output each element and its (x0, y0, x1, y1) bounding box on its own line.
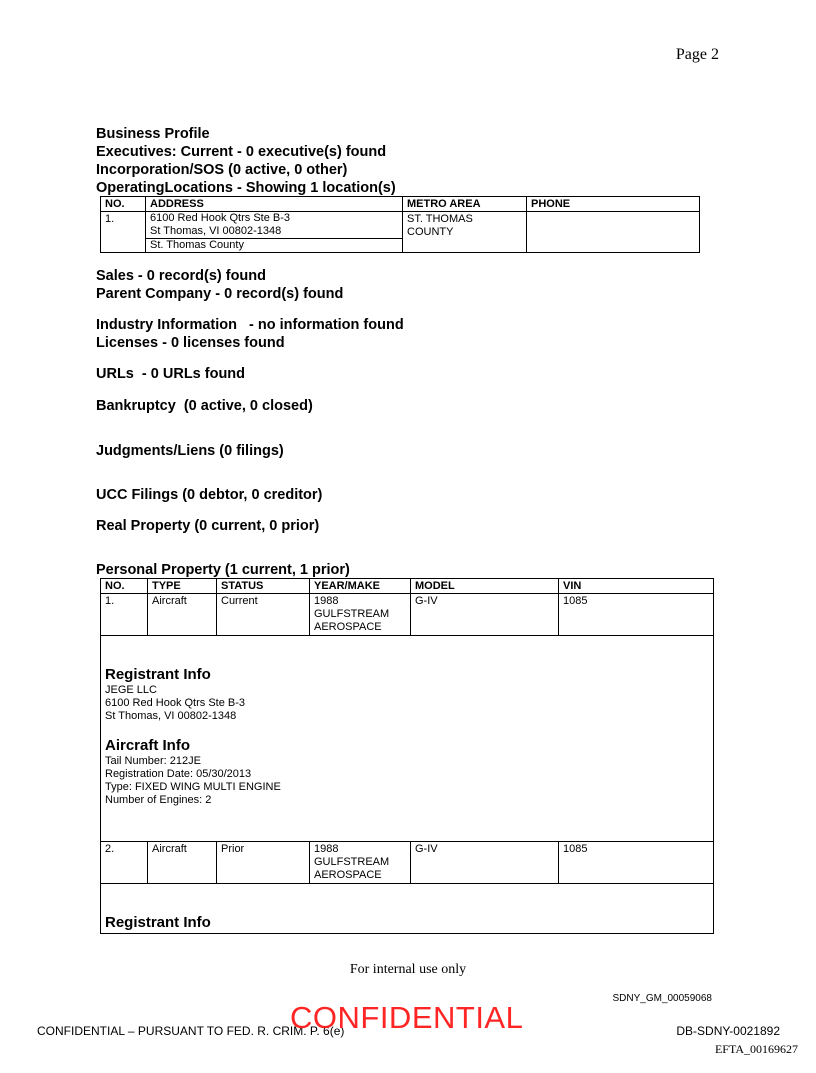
detail-row (101, 884, 714, 934)
col-type: TYPE (148, 579, 217, 594)
detail-row (101, 636, 714, 842)
row-year-make (310, 842, 411, 884)
urls-heading: URLs - 0 URLs found (96, 366, 246, 382)
row-type: Aircraft (148, 842, 217, 884)
registrant-info-heading: Registrant Info (105, 914, 211, 931)
row-status: Current (217, 594, 310, 636)
metro-line-2: COUNTY (407, 226, 454, 238)
row-model: G-IV (411, 594, 559, 636)
parent-company-heading: Parent Company - 0 record(s) found (96, 286, 344, 302)
bates-number-top: SDNY_GM_00059068 (612, 993, 712, 1004)
location-no: 1. (101, 212, 146, 253)
efta-number: EFTA_00169627 (714, 1042, 798, 1056)
col-no: NO. (101, 197, 146, 212)
col-address: ADDRESS (146, 197, 403, 212)
year: 1988 (314, 595, 339, 607)
registrant-address-1: 6100 Red Hook Qtrs Ste B-3 (105, 697, 246, 709)
col-status: STATUS (217, 579, 310, 594)
locations-table (100, 196, 700, 253)
detail-cell (101, 636, 714, 842)
locations-heading: OperatingLocations - Showing 1 location(s) (96, 180, 396, 196)
row-no: 2. (101, 842, 148, 884)
location-metro (403, 212, 527, 253)
make-line-1: GULFSTREAM (314, 608, 390, 620)
row-model: G-IV (411, 842, 559, 884)
aircraft-type: Type: FIXED WING MULTI ENGINE (105, 781, 281, 793)
row-no: 1. (101, 594, 148, 636)
locations-header-row (101, 197, 700, 212)
col-vin: VIN (559, 579, 714, 594)
business-profile-title: Business Profile (96, 126, 210, 142)
row-status: Prior (217, 842, 310, 884)
metro-line-1: ST. THOMAS (407, 213, 473, 225)
internal-use-note: For internal use only (349, 962, 467, 977)
col-year-make: YEAR/MAKE (310, 579, 411, 594)
page-number: Page 2 (675, 46, 719, 63)
row-vin: 1085 (559, 594, 714, 636)
executives-heading: Executives: Current - 0 executive(s) found (96, 144, 387, 160)
ucc-heading: UCC Filings (0 debtor, 0 creditor) (96, 487, 323, 503)
location-address (146, 212, 403, 253)
incorporation-heading: Incorporation/SOS (0 active, 0 other) (96, 162, 348, 178)
table-row (101, 594, 714, 636)
table-row (101, 842, 714, 884)
personal-property-table (100, 578, 714, 934)
row-year-make (310, 594, 411, 636)
judgments-heading: Judgments/Liens (0 filings) (96, 443, 284, 459)
number-of-engines: Number of Engines: 2 (105, 794, 212, 806)
registrant-address-2: St Thomas, VI 00802-1348 (105, 710, 237, 722)
table-row (101, 212, 700, 253)
row-vin: 1085 (559, 842, 714, 884)
make-line-2: AEROSPACE (314, 621, 382, 633)
col-model: MODEL (411, 579, 559, 594)
bankruptcy-heading: Bankruptcy (0 active, 0 closed) (96, 398, 313, 414)
industry-heading: Industry Information - no information found (96, 317, 404, 333)
detail-cell (101, 884, 714, 934)
personal-property-heading: Personal Property (1 current, 1 prior) (96, 562, 350, 578)
col-phone: PHONE (527, 197, 700, 212)
tail-number: Tail Number: 212JE (105, 755, 201, 767)
db-document-number: DB-SDNY-0021892 (676, 1024, 780, 1038)
real-property-heading: Real Property (0 current, 0 prior) (96, 518, 320, 534)
sales-heading: Sales - 0 record(s) found (96, 268, 267, 284)
row-type: Aircraft (148, 594, 217, 636)
licenses-heading: Licenses - 0 licenses found (96, 335, 285, 351)
col-no: NO. (101, 579, 148, 594)
registrant-name: JEGE LLC (105, 684, 157, 696)
address-line-1: 6100 Red Hook Qtrs Ste B-3 (150, 212, 291, 224)
year: 1988 (314, 843, 339, 855)
location-phone (527, 212, 700, 253)
aircraft-info-heading: Aircraft Info (105, 737, 191, 754)
address-line-2: St Thomas, VI 00802-1348 (150, 225, 282, 237)
col-metro: METRO AREA (403, 197, 527, 212)
registrant-info-heading: Registrant Info (105, 666, 211, 683)
registration-date: Registration Date: 05/30/2013 (105, 768, 252, 780)
confidential-stamp: CONFIDENTIAL (290, 1000, 524, 1035)
make-line-1: GULFSTREAM (314, 856, 390, 868)
make-line-2: AEROSPACE (314, 869, 382, 881)
property-header-row (101, 579, 714, 594)
confidential-legend: CONFIDENTIAL – PURSUANT TO FED. R. CRIM. P. 6(e) (37, 1024, 345, 1038)
address-county: St. Thomas County (146, 238, 402, 252)
